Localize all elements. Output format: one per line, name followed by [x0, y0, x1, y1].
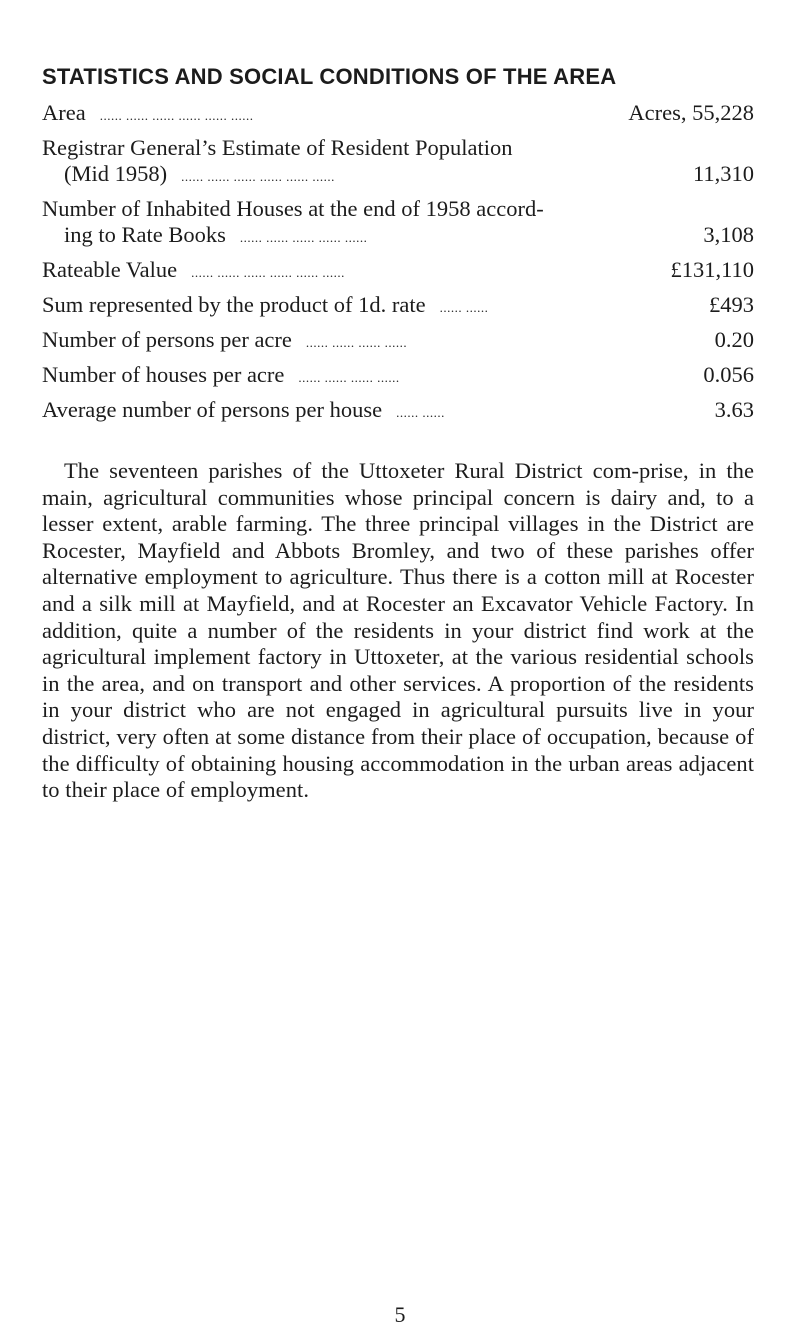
- stat-row-persons-per-house: [42, 397, 754, 426]
- dot-leader: ...... ...... ...... ...... ...... ......: [191, 265, 345, 280]
- stat-value: 0.20: [714, 327, 754, 352]
- stat-value: 0.056: [703, 362, 754, 387]
- stat-label: Number of houses per acre: [42, 362, 285, 387]
- stat-value: £493: [709, 292, 754, 317]
- stat-label: Number of Inhabited Houses at the end of 1958 accord-: [42, 196, 544, 221]
- stat-label: Number of persons per acre: [42, 327, 292, 352]
- stat-label-continued: ing to Rate Books: [64, 222, 226, 247]
- page-title: STATISTICS AND SOCIAL CONDITIONS OF THE AREA: [42, 64, 617, 89]
- stat-row-population: [42, 135, 754, 190]
- stat-row-penny-rate: [42, 292, 754, 321]
- dot-leader: ...... ...... ...... ......: [298, 370, 400, 385]
- page-number: 5: [394, 1302, 406, 1327]
- dot-leader: ...... ......: [396, 405, 445, 420]
- stat-label: Registrar General’s Estimate of Resident Population: [42, 135, 513, 160]
- stat-row-houses-per-acre: [42, 362, 754, 391]
- stat-row-rateable-value: [42, 257, 754, 286]
- stat-label: Rateable Value: [42, 257, 178, 282]
- dot-leader: ...... ...... ...... ......: [305, 335, 408, 350]
- statistics-table: [42, 100, 754, 426]
- stat-value: 11,310: [692, 161, 754, 186]
- stat-value: 3.63: [714, 397, 754, 422]
- dot-leader: ...... ......: [439, 300, 489, 315]
- document-page: [42, 64, 754, 826]
- stat-value: £131,110: [670, 257, 754, 282]
- body-paragraph: The seventeen parishes of the Uttoxeter Rural District com-prise, in the main, agricultural communities whose principal concern is dairy and, to a lesser extent, arable farming. The three principal villages in the District are Rocester, Mayfield and Abbots Bromley, and two of these parishes offer alternative employment to agriculture. Thus there is a cotton mill at Rocester and a silk mill at Mayfield, and at Rocester an Excavator Vehicle Factory. In addition, quite a number of the residents in your district find work at the agricultural implement factory in Uttoxeter, at the various residential schools in the area, and on transport and other services. A proportion of the residents in your district who are not engaged in agricultural pursuits live in your district, very often at some distance from their place of occupation, because of the difficulty of obtaining housing accommodation in the urban areas adjacent to their place of employment.: [42, 458, 754, 803]
- stat-label-continued: (Mid 1958): [64, 161, 168, 186]
- stat-label: Area: [42, 100, 86, 125]
- stat-row-persons-per-acre: [42, 327, 754, 356]
- stat-row-houses: [42, 196, 754, 251]
- stat-label: Average number of persons per house: [42, 397, 383, 422]
- dot-leader: ...... ...... ...... ...... ...... ......: [99, 108, 254, 123]
- stat-value: 3,108: [703, 222, 754, 247]
- dot-leader: ...... ...... ...... ...... ......: [239, 230, 368, 245]
- dot-leader: ...... ...... ...... ...... ...... ......: [181, 169, 335, 184]
- stat-label: Sum represented by the product of 1d. rate: [42, 292, 426, 317]
- stat-row-area: [42, 100, 754, 129]
- stat-value: Acres, 55,228: [628, 100, 754, 125]
